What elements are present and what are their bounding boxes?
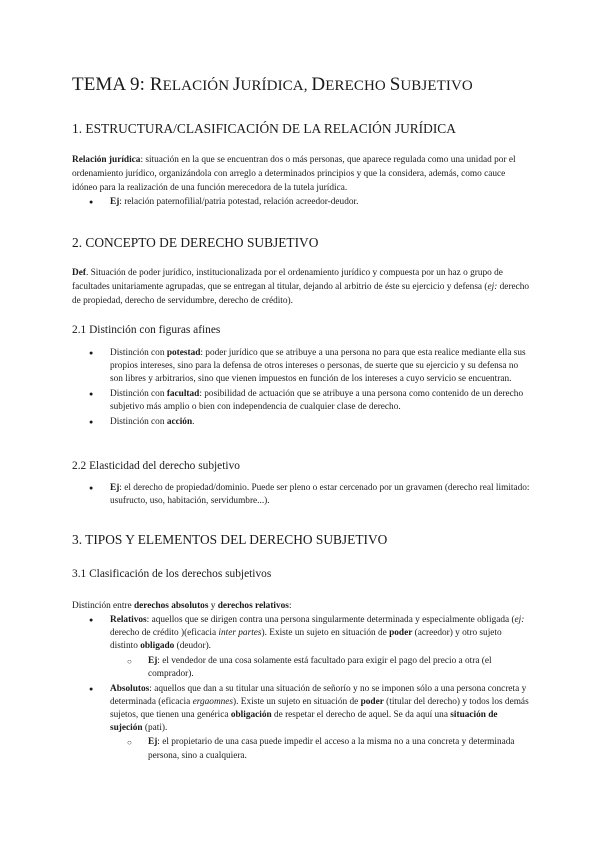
list-item: ● Distinción con acción. <box>72 416 530 429</box>
list-item: ● Distinción con facultad: posibilidad de actuación que se atribuye a una persona como contenido de un derecho subjetivo más amplio o bien con independencia de cualquier clase de derecho. <box>72 388 530 414</box>
subsection-heading: 2.1 Distinción con figuras afines <box>72 324 221 336</box>
subsection-heading: 3.1 Clasificación de los derechos subjetivos <box>72 568 272 580</box>
sub-list-item: ○ Ej: el propietario de una casa puede impedir el acceso a la misma no a una concreta y determinada persona, sino a cualquiera. <box>110 736 530 762</box>
paragraph: Distinción entre derechos absolutos y derechos relativos: <box>72 601 292 611</box>
list-item: ● Absolutos: aquellos que dan a su titular una situación de señorío y no se imponen sólo a una persona concreta y determinada (eficacia ergaomnes). Existe un sujeto en situación de poder (titular del derecho) y todos los demás sujetos, que tienen una genérica obligación de respetar el derecho de aquel. Se da aquí una situación de sujeción (pati). ○ Ej: el propietario de una casa puede impedir el acceso a la misma no a una concreta y determinada persona, sino a cualquiera. <box>72 683 530 763</box>
bullet-list <box>72 347 530 431</box>
subsection-heading: 2.2 Elasticidad del derecho subjetivo <box>72 460 240 472</box>
list-item: ● Distinción con potestad: poder jurídico que se atribuye a una persona no para que esta realice mediante ella sus propios intereses, sino para la defensa de otros intereses o personas, de suerte que su ejercicio y su defensa no son libres y arbitrarios, sino que vienen impuestos en función de los intereses a cuyo servicio se encuentran. <box>72 347 530 387</box>
section-heading: 2. CONCEPTO DE DERECHO SUBJETIVO <box>72 235 319 250</box>
sub-list <box>110 655 530 681</box>
bullet-list <box>72 482 530 510</box>
bullet-list <box>72 614 530 764</box>
paragraph: Relación jurídica: situación en la que se encuentran dos o más personas, que aparece regulada como una unidad por el ordenamiento jurídico, organizándola con arreglo a determinados principios y que la considera, además, como cauce idóneo para la realización de una función merecedora de la tutela jurídica. <box>72 155 516 193</box>
list-item: ● Ej: relación paternofilial/patria potestad, relación acreedor-deudor. <box>72 196 530 209</box>
bullet-list <box>72 196 530 211</box>
section-heading: 3. TIPOS Y ELEMENTOS DEL DERECHO SUBJETIVO <box>72 532 388 547</box>
sub-list-item: ○ Ej: el vendedor de una cosa solamente está facultado para exigir el pago del precio a otra (el comprador). <box>110 655 530 681</box>
list-item: ● Relativos: aquellos que se dirigen contra una persona singularmente determinada y especialmente obligada (ej: derecho de crédito )(eficacia inter partes). Existe un sujeto en situación de poder (acreedor) y otro sujeto distinto obligado (deudor). ○ Ej: el vendedor de una cosa solamente está facultado para exigir el pago del precio a otra (el comprador). <box>72 614 530 681</box>
section-heading: 1. ESTRUCTURA/CLASIFICACIÓN DE LA RELACIÓN JURÍDICA <box>72 121 456 136</box>
list-item: ● Ej: el derecho de propiedad/dominio. Puede ser pleno o estar cercenado por un gravamen (derecho real limitado: usufructo, uso, habitación, servidumbre...). <box>72 482 530 508</box>
paragraph: Def. Situación de poder jurídico, institucionalizada por el ordenamiento jurídico y compuesta por un haz o grupo de facultades unitariamente agrupadas, que se entregan al titular, dejando al arbitrio de éste su ejercicio y defensa (ej: derecho de propiedad, derecho de servidumbre, derecho de crédito). <box>72 268 530 306</box>
sub-list <box>110 736 530 762</box>
document-title: TEMA 9: RELACIÓN JURÍDICA, DERECHO SUBJETIVO <box>72 74 473 95</box>
